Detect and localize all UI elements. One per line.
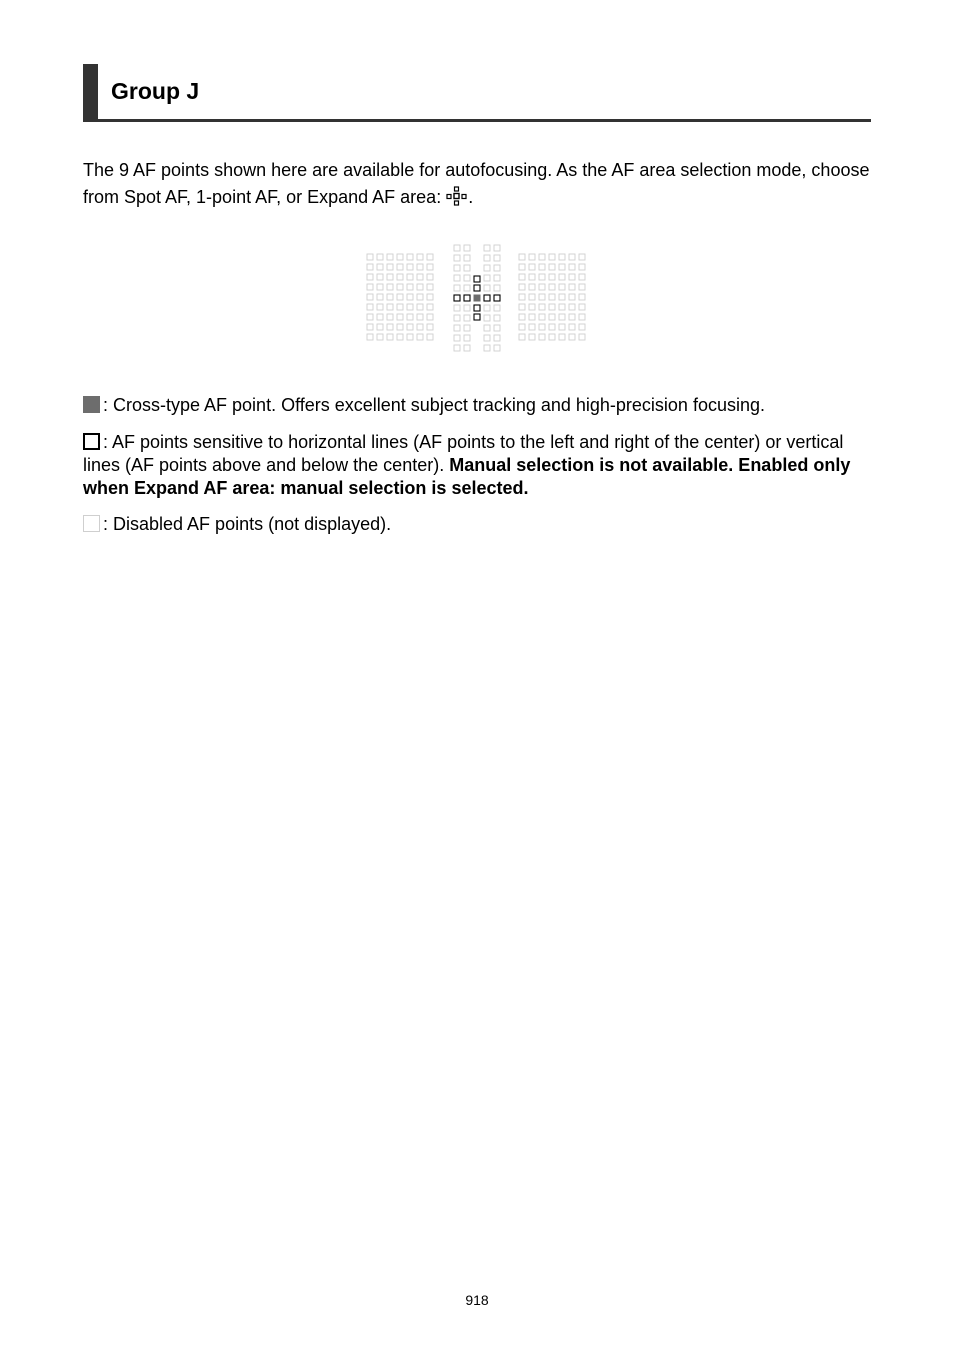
af-point-disabled <box>569 294 575 300</box>
af-point-disabled <box>529 304 535 310</box>
af-point-disabled <box>417 304 423 310</box>
af-point-disabled <box>464 305 470 311</box>
af-point-disabled <box>549 294 555 300</box>
af-point-disabled <box>559 284 565 290</box>
af-point-disabled <box>427 274 433 280</box>
af-point-disabled <box>494 305 500 311</box>
legend-cross-text: : Cross-type AF point. Offers excellent subject tracking and high-precision focusing. <box>103 395 765 415</box>
legend-disabled <box>83 513 883 536</box>
af-point-disabled <box>539 304 545 310</box>
af-point-disabled <box>454 335 460 341</box>
heading-title: Group J <box>111 78 200 104</box>
af-point-disabled <box>559 324 565 330</box>
af-point-disabled <box>519 264 525 270</box>
af-point-disabled <box>454 305 460 311</box>
af-point-disabled <box>529 324 535 330</box>
af-point-disabled <box>377 294 383 300</box>
af-point-disabled <box>529 284 535 290</box>
af-point-disabled <box>569 274 575 280</box>
af-point-disabled <box>397 294 403 300</box>
af-point-disabled <box>579 314 585 320</box>
af-point-disabled <box>427 264 433 270</box>
af-point-disabled <box>539 324 545 330</box>
af-point-disabled <box>519 314 525 320</box>
af-point-disabled <box>494 285 500 291</box>
af-point-disabled <box>539 294 545 300</box>
af-point-disabled <box>559 254 565 260</box>
af-point-disabled <box>397 334 403 340</box>
af-point-disabled <box>579 334 585 340</box>
af-point-disabled <box>377 274 383 280</box>
af-point-disabled <box>454 245 460 251</box>
af-point-disabled <box>367 314 373 320</box>
af-point-disabled <box>397 274 403 280</box>
af-point-disabled <box>427 284 433 290</box>
af-point-disabled <box>484 305 490 311</box>
af-point-disabled <box>484 265 490 271</box>
af-point-disabled <box>397 254 403 260</box>
line-sensitive-square-icon <box>83 433 100 450</box>
af-point-disabled <box>464 325 470 331</box>
af-point-disabled <box>484 245 490 251</box>
legend-line-note: Manual selection is not available. Enabled only when Expand AF area: manual selection is selected. <box>83 455 851 498</box>
af-point-disabled <box>569 264 575 270</box>
af-point-disabled <box>569 314 575 320</box>
af-point-disabled <box>519 324 525 330</box>
af-point-disabled <box>549 334 555 340</box>
af-point-disabled <box>427 304 433 310</box>
af-point-disabled <box>494 275 500 281</box>
af-point-disabled <box>387 264 393 270</box>
af-point-horizontal-line <box>454 295 460 301</box>
intro-suffix: . <box>468 187 474 207</box>
af-point-disabled <box>549 274 555 280</box>
af-point-disabled <box>549 314 555 320</box>
af-point-disabled <box>484 285 490 291</box>
af-point-disabled <box>494 265 500 271</box>
af-point-disabled <box>549 324 555 330</box>
af-point-disabled <box>454 285 460 291</box>
af-point-disabled <box>367 334 373 340</box>
af-point-disabled <box>387 254 393 260</box>
af-point-disabled <box>494 255 500 261</box>
af-point-disabled <box>569 334 575 340</box>
af-point-disabled <box>417 314 423 320</box>
af-point-disabled <box>387 304 393 310</box>
af-point-disabled <box>539 284 545 290</box>
af-point-disabled <box>417 324 423 330</box>
af-point-disabled <box>559 314 565 320</box>
af-point-disabled <box>367 284 373 290</box>
af-point-disabled <box>529 254 535 260</box>
af-point-cross-type <box>474 295 480 301</box>
af-point-disabled <box>377 264 383 270</box>
af-point-disabled <box>454 325 460 331</box>
af-point-disabled <box>367 304 373 310</box>
af-point-disabled <box>417 334 423 340</box>
af-point-disabled <box>579 294 585 300</box>
af-point-vertical-line <box>474 305 480 311</box>
af-point-disabled <box>417 284 423 290</box>
af-point-disabled <box>407 304 413 310</box>
legend-disabled-text: : Disabled AF points (not displayed). <box>103 514 392 534</box>
af-point-disabled <box>427 254 433 260</box>
af-point-disabled <box>407 284 413 290</box>
af-point-disabled <box>454 345 460 351</box>
af-point-disabled <box>454 315 460 321</box>
af-point-vertical-line <box>474 285 480 291</box>
af-point-disabled <box>397 324 403 330</box>
af-point-disabled <box>579 284 585 290</box>
af-point-disabled <box>529 264 535 270</box>
af-point-disabled <box>549 304 555 310</box>
af-point-disabled <box>484 275 490 281</box>
af-point-vertical-line <box>474 314 480 320</box>
af-point-disabled <box>464 345 470 351</box>
af-point-disabled <box>464 245 470 251</box>
af-point-disabled <box>464 315 470 321</box>
af-point-disabled <box>559 334 565 340</box>
af-point-disabled <box>377 324 383 330</box>
page-number: 918 <box>465 1292 489 1308</box>
af-point-disabled <box>539 314 545 320</box>
af-point-disabled <box>494 325 500 331</box>
af-point-disabled <box>519 274 525 280</box>
heading-accent-bar <box>83 64 98 119</box>
af-point-disabled <box>407 294 413 300</box>
af-point-disabled <box>417 264 423 270</box>
af-point-horizontal-line <box>494 295 500 301</box>
af-point-disabled <box>367 294 373 300</box>
af-point-disabled <box>464 285 470 291</box>
af-point-disabled <box>519 304 525 310</box>
af-point-disabled <box>579 304 585 310</box>
af-point-disabled <box>519 254 525 260</box>
af-point-disabled <box>549 264 555 270</box>
af-point-disabled <box>407 314 413 320</box>
af-point-disabled <box>367 324 373 330</box>
af-point-disabled <box>519 284 525 290</box>
af-point-disabled <box>494 345 500 351</box>
af-point-disabled <box>387 324 393 330</box>
af-point-disabled <box>569 324 575 330</box>
af-point-disabled <box>454 265 460 271</box>
af-point-disabled <box>397 284 403 290</box>
af-point-disabled <box>484 335 490 341</box>
af-point-disabled <box>454 255 460 261</box>
af-point-horizontal-line <box>464 295 470 301</box>
af-point-disabled <box>387 334 393 340</box>
af-point-disabled <box>579 274 585 280</box>
af-point-disabled <box>377 304 383 310</box>
section-heading <box>83 64 871 122</box>
af-point-disabled <box>407 324 413 330</box>
af-point-disabled <box>427 314 433 320</box>
af-point-disabled <box>397 304 403 310</box>
af-point-disabled <box>427 334 433 340</box>
af-point-disabled <box>377 284 383 290</box>
af-point-disabled <box>464 255 470 261</box>
af-point-disabled <box>529 334 535 340</box>
af-point-disabled <box>387 274 393 280</box>
af-point-disabled <box>397 314 403 320</box>
af-point-disabled <box>539 274 545 280</box>
af-point-disabled <box>387 314 393 320</box>
af-point-disabled <box>484 315 490 321</box>
af-point-disabled <box>559 274 565 280</box>
af-point-disabled <box>519 294 525 300</box>
af-point-disabled <box>417 254 423 260</box>
af-point-disabled <box>519 334 525 340</box>
af-point-disabled <box>494 245 500 251</box>
af-point-disabled <box>367 264 373 270</box>
af-point-disabled <box>529 294 535 300</box>
af-point-disabled <box>569 284 575 290</box>
af-point-disabled <box>377 334 383 340</box>
af-point-disabled <box>539 254 545 260</box>
expand-af-area-icon <box>446 186 468 206</box>
af-point-disabled <box>539 334 545 340</box>
af-point-disabled <box>579 324 585 330</box>
af-point-disabled <box>377 314 383 320</box>
af-point-disabled <box>494 335 500 341</box>
af-point-disabled <box>454 275 460 281</box>
af-point-disabled <box>417 294 423 300</box>
legend-cross-type <box>83 394 883 417</box>
af-point-disabled <box>407 334 413 340</box>
intro-text: The 9 AF points shown here are available for autofocusing. As the AF area selection mode, choose from Spot AF, 1-point AF, or Expand AF area: <box>83 160 870 207</box>
af-point-disabled <box>427 324 433 330</box>
af-point-disabled <box>397 264 403 270</box>
af-point-disabled <box>494 315 500 321</box>
af-point-disabled <box>367 254 373 260</box>
intro-paragraph <box>83 157 883 211</box>
af-point-disabled <box>559 294 565 300</box>
af-point-disabled <box>387 294 393 300</box>
af-point-disabled <box>387 284 393 290</box>
legend-line-text: : AF points sensitive to horizontal lines (AF points to the left and right of the center) or vertical lines (AF points above and below the center). <box>83 432 844 475</box>
af-point-horizontal-line <box>484 295 490 301</box>
af-point-disabled <box>367 274 373 280</box>
af-point-vertical-line <box>474 276 480 282</box>
cross-type-square-icon <box>83 396 100 413</box>
af-point-disabled <box>484 325 490 331</box>
af-point-disabled <box>529 274 535 280</box>
af-point-disabled <box>569 304 575 310</box>
af-point-disabled <box>484 255 490 261</box>
af-point-disabled <box>407 274 413 280</box>
af-point-disabled <box>407 264 413 270</box>
af-points-diagram <box>360 238 594 356</box>
af-point-disabled <box>569 254 575 260</box>
af-point-disabled <box>579 264 585 270</box>
af-point-disabled <box>464 275 470 281</box>
af-point-disabled <box>407 254 413 260</box>
af-point-disabled <box>559 264 565 270</box>
af-point-disabled <box>427 294 433 300</box>
af-point-disabled <box>484 345 490 351</box>
af-point-disabled <box>559 304 565 310</box>
af-point-disabled <box>464 265 470 271</box>
af-point-disabled <box>417 274 423 280</box>
legend-line-sensitive <box>83 431 883 500</box>
af-point-disabled <box>539 264 545 270</box>
af-point-disabled <box>377 254 383 260</box>
disabled-square-icon <box>83 515 100 532</box>
af-point-disabled <box>549 284 555 290</box>
af-point-disabled <box>549 254 555 260</box>
af-point-disabled <box>579 254 585 260</box>
af-point-disabled <box>464 335 470 341</box>
af-point-disabled <box>529 314 535 320</box>
